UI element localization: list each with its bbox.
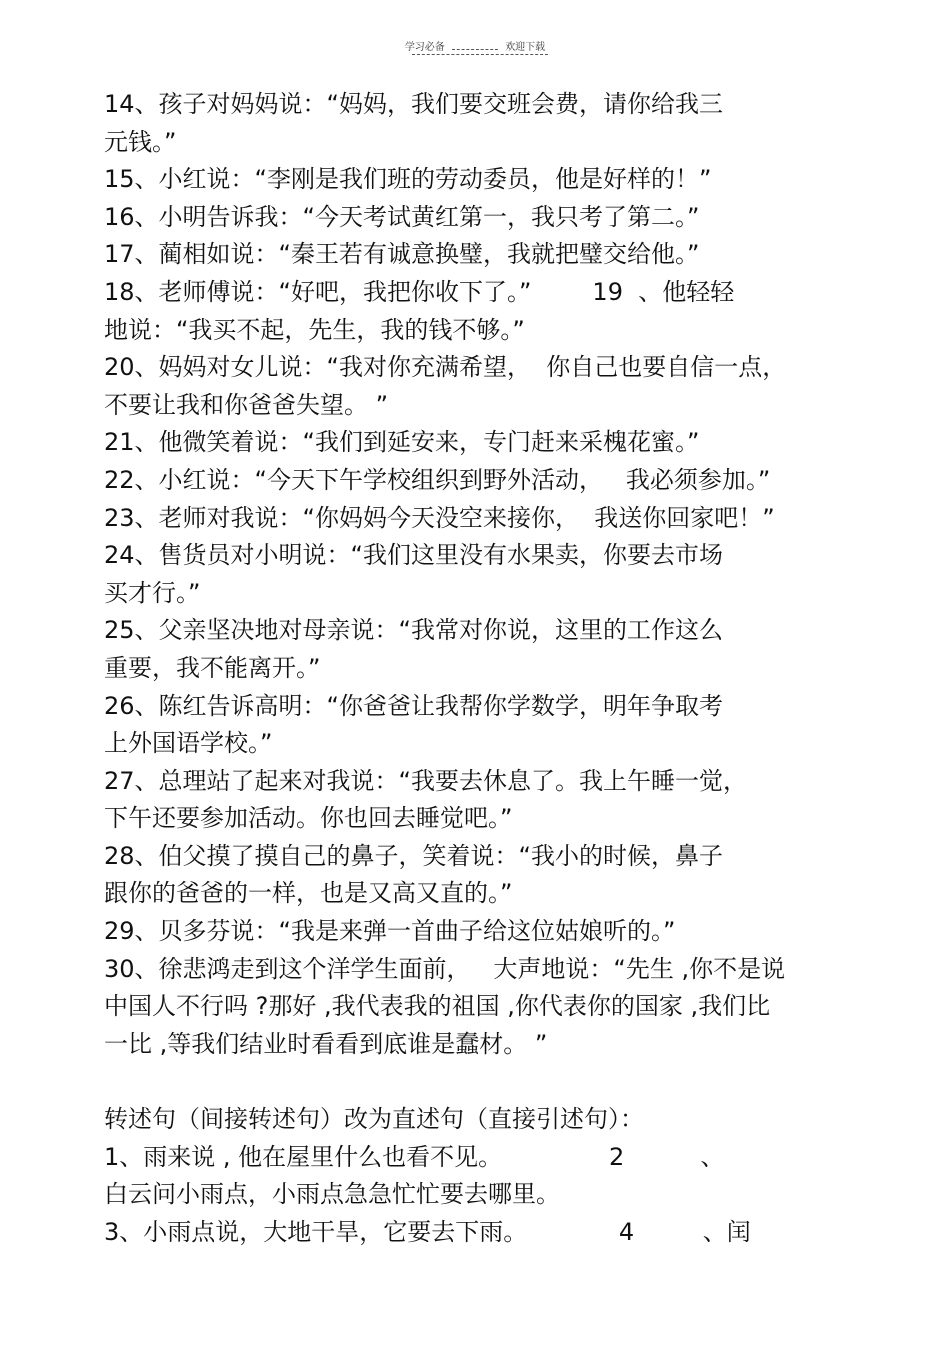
text-line: 地说：“我买不起，先生，我的钱不够。” bbox=[104, 315, 525, 344]
text-line: 14、孩子对妈妈说：“妈妈，我们要交班会费，请你给我三 bbox=[104, 90, 723, 118]
text-line: 22、小红说：“今天下午学校组织到野外活动， 我必须参加。” bbox=[104, 465, 771, 494]
text-line: 17、蔺相如说：“秦王若有诚意换璧，我就把璧交给他。” bbox=[104, 240, 700, 269]
text-line: 跟你的爸爸的一样，也是又高又直的。” bbox=[104, 879, 513, 908]
text-line: 重要，我不能离开。” bbox=[104, 653, 321, 682]
text-line: 24、售货员对小明说：“我们这里没有水果卖，你要去市场 bbox=[104, 541, 723, 570]
text-line: 26、陈红告诉高明：“你爸爸让我帮你学数学，明年争取考 bbox=[104, 691, 723, 720]
text-line: 28、伯父摸了摸自己的鼻子，笑着说：“我小的时候，鼻子 bbox=[104, 841, 723, 870]
text-line: 25、父亲坚决地对母亲说：“我常对你说，这里的工作这么 bbox=[104, 616, 723, 645]
section-heading: 转述句（间接转述句）改为直述句（直接引述句）： bbox=[104, 1105, 644, 1134]
header-underline bbox=[452, 49, 498, 50]
page-header bbox=[0, 38, 950, 53]
text-line: 元钱。” bbox=[104, 127, 177, 156]
text-line: 白云问小雨点，小雨点急急忙忙要去哪里。 bbox=[104, 1180, 560, 1209]
blank-line bbox=[104, 1063, 864, 1101]
text-line: 20、妈妈对女儿说：“我对你充满希望， 你自己也要自信一点， bbox=[104, 353, 787, 382]
text-line: 1、雨来说 , 他在屋里什么也看不见。 2 、 bbox=[104, 1142, 725, 1171]
text-line: 上外国语学校。” bbox=[104, 729, 273, 758]
text-line: 18、老师傅说：“好吧，我把你收下了。” 19 、他轻轻 bbox=[104, 277, 735, 306]
text-line: 15、小红说：“李刚是我们班的劳动委员，他是好样的！” bbox=[104, 165, 712, 194]
text-line: 一比 ,等我们结业时看看到底谁是蠢材。 ” bbox=[104, 1029, 548, 1058]
text-line: 21、他微笑着说：“我们到延安来，专门赶来采槐花蜜。” bbox=[104, 428, 700, 457]
text-line: 下午还要参加活动。你也回去睡觉吧。” bbox=[104, 804, 513, 833]
header-left-text: 学习必备 bbox=[404, 42, 445, 53]
text-line: 3、小雨点说，大地干旱，它要去下雨。 4 、闰 bbox=[104, 1217, 751, 1246]
text-line: 16、小明告诉我：“今天考试黄红第一，我只考了第二。” bbox=[104, 202, 700, 231]
text-line: 30、徐悲鸿走到这个洋学生面前， 大声地说：“先生 ,你不是说 bbox=[104, 954, 786, 983]
header-right-text: 欢迎下载 bbox=[505, 42, 546, 53]
text-line: 29、贝多芬说：“我是来弹一首曲子给这位姑娘听的。” bbox=[104, 917, 676, 946]
text-line: 27、总理站了起来对我说：“我要去休息了。我上午睡一觉， bbox=[104, 766, 747, 795]
header-rule bbox=[412, 54, 548, 55]
text-line: 中国人不行吗 ?那好 ,我代表我的祖国 ,你代表你的国家 ,我们比 bbox=[104, 992, 771, 1021]
text-line: 不要让我和你爸爸失望。 ” bbox=[104, 390, 389, 419]
document-body bbox=[104, 86, 864, 1251]
text-line: 买才行。” bbox=[104, 578, 201, 607]
text-line: 23、老师对我说：“你妈妈今天没空来接你， 我送你回家吧！” bbox=[104, 503, 775, 532]
